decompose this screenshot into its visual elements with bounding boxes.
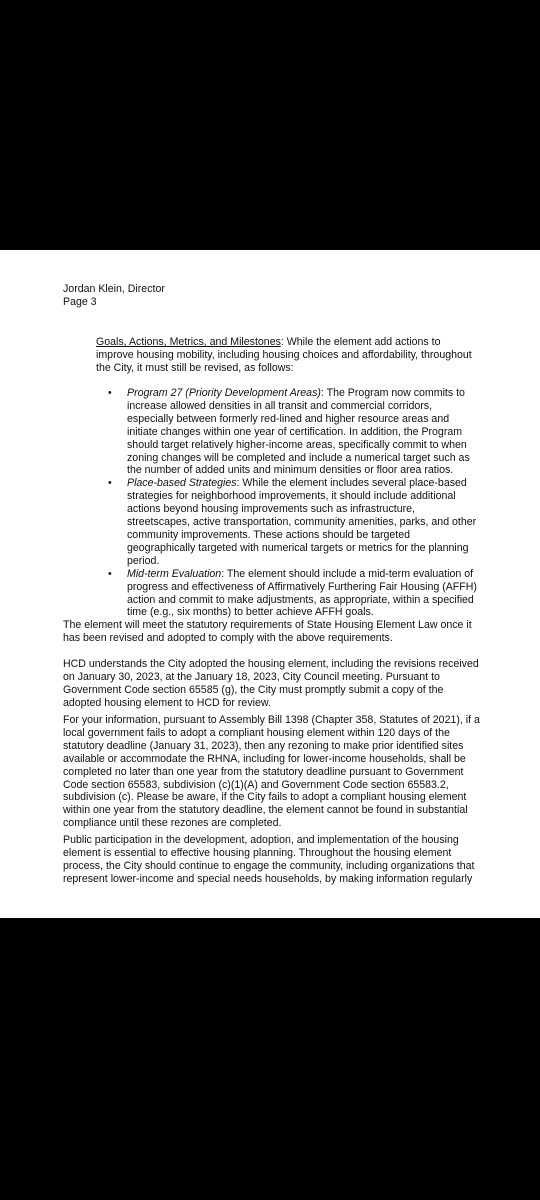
- list-item-text: : The element should include a mid-term evaluation of progress and effectiveness of Affirmatively Furthering Fair Housing (AFFH) action and commit to make adjustments, as appropriate, within a specified time (e.g., six months) to better achieve AFFH goals.: [127, 567, 477, 619]
- letter-header: [63, 283, 165, 309]
- list-item-title: Place-based Strategies: [127, 477, 237, 490]
- list-item: [96, 568, 480, 620]
- requirements-list: [96, 387, 480, 619]
- goals-intro: : While the element add actions to improve housing mobility, including housing choices and affordability, throughout the City, it must still be revised, as follows:: [96, 336, 472, 374]
- list-item-title: Program 27 (Priority Development Areas): [127, 387, 321, 399]
- document-page: [0, 250, 540, 918]
- list-item-text: : The Program now commits to increase allowed densities in all transit and commercial corridors, especially between formerly red-lined and higher resource areas and initiate changes within one year of certification. In addition, the Program should target relatively higher-income areas, specifically commit to when zoning changes will be completed and include a numerical target such as the number of added units and minimum densities or floor area ratios.: [127, 387, 470, 477]
- list-item-title: Mid-term Evaluation: [127, 567, 222, 580]
- goals-paragraph: [96, 336, 480, 375]
- statutory-paragraph: The element will meet the statutory requirements of State Housing Element Law once it has been revised and adopted to comply with the above requirements.: [63, 619, 472, 644]
- participation-paragraph: Public participation in the development, adoption, and implementation of the housing element is essential to effective housing planning. Throughout the housing element process, the City should continue to engage the community, including organizations that represent lower-income and special needs households, by making information regularly: [63, 834, 475, 885]
- bullet-icon: •: [108, 567, 112, 580]
- rezoning-paragraph: For your information, pursuant to Assembly Bill 1398 (Chapter 358, Statutes of 2021), if a local government fails to adopt a compliant housing element within 120 days of the statutory deadline (January 31, 2023), then any rezoning to make prior identified sites available or accommodate the RHNA, including for lower-income households, shall be completed no later than one year from the statutory deadline pursuant to Government Code section 65583, subdivision (c)(1)(A) and Government Code section 65583.2, subdivision (c). Please be aware, if the City fails to adopt a compliant housing element within one year from the statutory deadline, the element cannot be found in substantial compliance until these rezones are completed.: [63, 714, 480, 830]
- bullet-icon: •: [108, 477, 112, 490]
- page-number: Page 3: [63, 295, 97, 308]
- goals-heading: Goals, Actions, Metrics, and Milestones: [96, 336, 281, 348]
- list-item-text: : While the element includes several place-based strategies for neighborhood improvements, it should include additional actions beyond housing improvements such as infrastructure, streetscapes, active transportation, community amenities, parks, and other community improvements. These actions should be targeted geographically targeted with numerical targets or metrics for the planning period.: [127, 477, 477, 567]
- bullet-icon: •: [108, 387, 112, 399]
- recipient-name: Jordan Klein, Director: [63, 283, 165, 295]
- adoption-paragraph: HCD understands the City adopted the housing element, including the revisions received on January 30, 2023, at the January 18, 2023, City Council meeting. Pursuant to Government Code section 65585 (g), the City must promptly submit a copy of the adopted housing element to HCD for review.: [63, 658, 479, 709]
- list-item: [96, 477, 480, 567]
- list-item: [96, 387, 480, 477]
